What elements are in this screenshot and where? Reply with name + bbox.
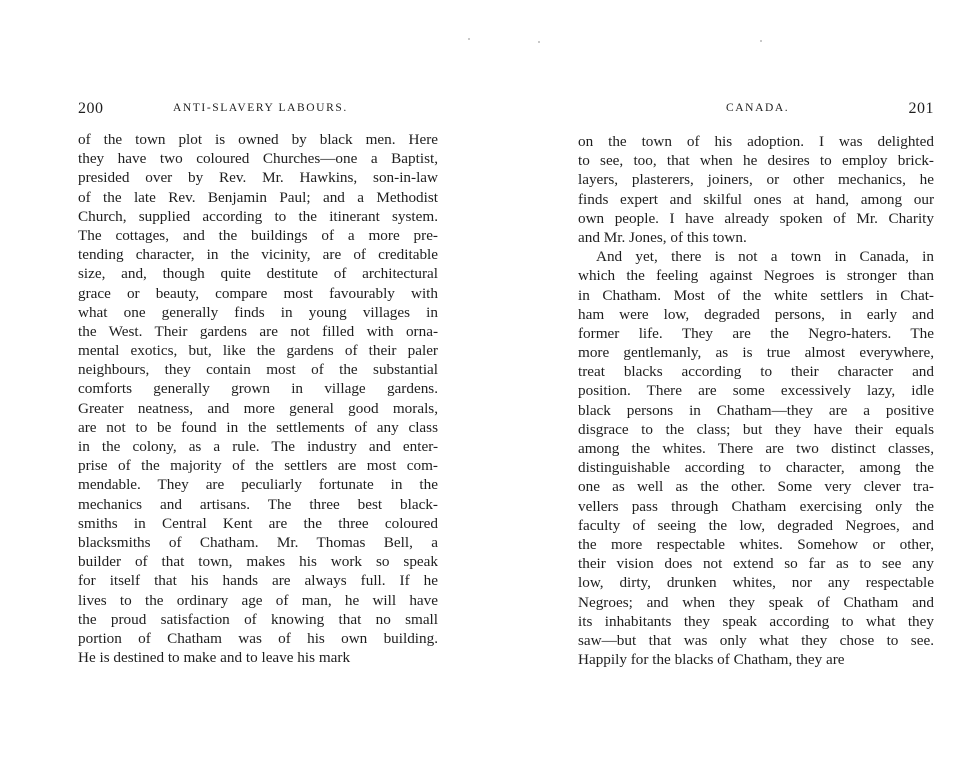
text-line: in Chatham. Most of the white settlers in Chat- [578, 286, 934, 304]
text-line: ham were low, degraded persons, in early and [578, 305, 934, 323]
text-line: And yet, there is not a town in Canada, in [596, 248, 934, 266]
left-page-text [78, 130, 438, 667]
text-line: position. There are some excessively lazy, idle [578, 382, 934, 400]
text-line: their vision does not extend so far as to see any [578, 555, 934, 573]
text-line: the West. Their gardens are not filled with orna- [78, 322, 438, 340]
text-line: of the town plot is owned by black men. Here [78, 131, 438, 148]
text-line: in the colony, as a rule. The industry and enter- [78, 438, 438, 455]
text-line: the proud satisfaction of knowing that no small [78, 610, 438, 628]
text-line: Happily for the blacks of Chatham, they are [578, 651, 845, 669]
right-page [490, 0, 980, 763]
text-line: they have two coloured Churches—one a Baptist, [78, 150, 438, 168]
text-line: treat blacks according to their character and [578, 363, 934, 381]
paper-speck [538, 41, 540, 43]
text-line: builder of that town, makes his work so speak [78, 553, 438, 571]
text-line: among the whites. There are two distinct classes, [578, 440, 934, 457]
text-line: layers, plasterers, joiners, or other mechanics, he [578, 171, 934, 189]
text-line: prise of the majority of the settlers are most com- [78, 457, 438, 475]
text-line: grace or beauty, compare most favourably with [78, 284, 438, 302]
text-line: presided over by Rev. Mr. Hawkins, son-in-law [78, 169, 438, 187]
text-line: black persons in Chatham—they are a positive [578, 401, 934, 419]
text-line: tending character, in the vicinity, are of creditable [78, 246, 438, 264]
text-line: low, dirty, drunken whites, nor any respectable [578, 574, 934, 592]
text-line: vellers pass through Chatham exercising only the [578, 497, 934, 515]
left-page-number: 200 [78, 100, 104, 117]
text-line: more gentlemanly, as is true almost everywhere, [578, 344, 934, 362]
text-line: finds expert and skilful ones at hand, among our [578, 190, 934, 208]
text-line: the more respectable whites. Somehow or other, [578, 535, 934, 553]
text-line: former life. They are the Negro-haters. The [578, 324, 934, 342]
text-line: disgrace to the class; but they have their equals [578, 420, 934, 438]
text-line: lives to the ordinary age of man, he will have [78, 591, 438, 609]
right-page-number: 201 [908, 100, 934, 117]
text-line: of the late Rev. Benjamin Paul; and a Methodist [78, 188, 438, 206]
text-line: smiths in Central Kent are the three coloured [78, 514, 438, 532]
text-line: distinguishable according to character, among the [578, 459, 934, 477]
left-page-header [78, 100, 438, 120]
text-line: its inhabitants they speak according to what they [578, 612, 934, 630]
text-line: size, and, though quite destitute of architectural [78, 265, 438, 283]
text-line: saw—but that was only what they chose to see. [578, 631, 934, 649]
text-line: Church, supplied according to the itinerant system. [78, 207, 438, 225]
text-line: neighbours, they contain most of the substantial [78, 361, 438, 379]
text-line: mental exotics, but, like the gardens of their paler [78, 342, 438, 360]
text-line: portion of Chatham was of his own building. [78, 629, 438, 647]
text-line: Negroes; and when they speak of Chatham and [578, 593, 934, 611]
text-line: own people. I have already spoken of Mr. Charity [578, 209, 934, 227]
text-line: which the feeling against Negroes is stronger than [578, 267, 934, 285]
text-line: for itself that his hands are always full. If he [78, 572, 438, 590]
text-line: and Mr. Jones, of this town. [578, 228, 747, 246]
paper-speck [468, 38, 470, 40]
text-line: mechanics and artisans. The three best black- [78, 495, 438, 513]
right-running-title: CANADA. [726, 102, 790, 114]
paper-speck [760, 40, 762, 42]
left-running-title: ANTI-SLAVERY LABOURS. [173, 102, 348, 114]
text-line: mendable. They are peculiarly fortunate in the [78, 476, 438, 494]
text-line: are not to be found in the settlements of any class [78, 418, 438, 436]
text-line: Greater neatness, and more general good morals, [78, 399, 438, 417]
text-line: to see, too, that when he desires to employ brick- [578, 152, 934, 170]
text-line: blacksmiths of Chatham. Mr. Thomas Bell, a [78, 533, 438, 551]
text-line: one as well as the other. Some very clever tra- [578, 478, 934, 496]
right-page-text [578, 132, 934, 669]
text-line: on the town of his adoption. I was delighted [578, 133, 934, 150]
text-line: The cottages, and the buildings of a more pre- [78, 226, 438, 244]
right-page-header [578, 100, 934, 120]
text-line: faculty of seeing the low, degraded Negroes, and [578, 516, 934, 534]
text-line: He is destined to make and to leave his mark [78, 649, 351, 667]
text-line: comforts generally grown in village gardens. [78, 380, 438, 398]
text-line: what one generally finds in young villages in [78, 303, 438, 321]
